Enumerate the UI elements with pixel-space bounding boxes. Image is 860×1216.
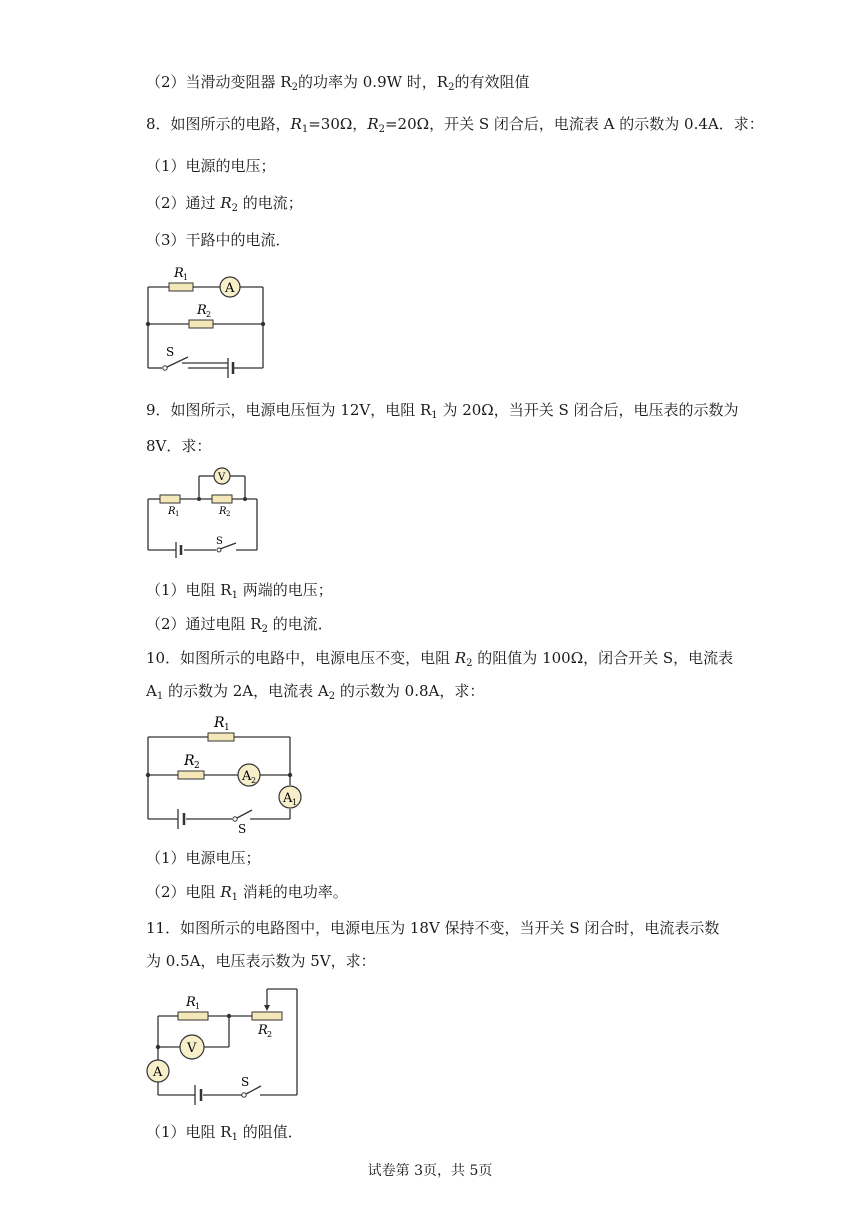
svg-text:S: S bbox=[241, 1075, 250, 1089]
svg-text:R: R bbox=[174, 266, 184, 281]
q9-stem-line2: 8V．求： bbox=[146, 437, 212, 455]
svg-text:1: 1 bbox=[292, 798, 298, 807]
svg-text:2: 2 bbox=[194, 761, 200, 771]
svg-text:1: 1 bbox=[224, 723, 230, 733]
q9-resistor-r1 bbox=[160, 495, 180, 503]
q9-resistor-r2 bbox=[212, 495, 232, 503]
svg-text:2: 2 bbox=[251, 776, 257, 785]
svg-text:R: R bbox=[197, 303, 207, 318]
q11-stem-line1: 11．如图所示的电路图中，电源电压为 18V 保持不变，当开关 S 闭合时，电流表示数 bbox=[146, 919, 720, 937]
svg-text:R: R bbox=[186, 995, 196, 1010]
q11-resistor-r1 bbox=[178, 1012, 208, 1020]
q10-part1: （1）电源电压； bbox=[146, 849, 261, 867]
svg-text:R: R bbox=[184, 753, 195, 769]
q8-part2: （2）通过 $R_2$ 的电流； bbox=[146, 194, 303, 214]
svg-text:1: 1 bbox=[183, 273, 189, 282]
q10-stem-line2: $A_1$ 的示数为 2A，电流表 $A_2$ 的示数为 0.8A，求： bbox=[146, 682, 485, 702]
svg-text:R: R bbox=[258, 1023, 268, 1038]
q10-switch bbox=[237, 810, 252, 818]
svg-text:R: R bbox=[168, 506, 176, 517]
svg-text:A: A bbox=[242, 769, 252, 784]
q7-part2: （2）当滑动变阻器 $R_2$的功率为 0.9W 时，$R_2$的有效阻值 bbox=[146, 73, 530, 93]
svg-text:A: A bbox=[153, 1065, 163, 1080]
page-footer: 试卷第 3页，共 5页 bbox=[367, 1163, 493, 1179]
q11-circuit-diagram bbox=[140, 980, 310, 1100]
svg-text:V: V bbox=[218, 472, 226, 483]
q8-part3: （3）干路中的电流． bbox=[146, 231, 291, 249]
svg-text:1: 1 bbox=[175, 510, 180, 518]
q9-circuit-diagram bbox=[140, 462, 270, 562]
q10-circuit-diagram bbox=[140, 708, 310, 838]
q9-stem-line1: 9．如图所示，电源电压恒为 12V，电阻 $R_1$ 为 20Ω，当开关 S 闭合后，电压表的示数为 bbox=[146, 401, 739, 421]
q10-battery bbox=[178, 809, 184, 829]
svg-text:S: S bbox=[238, 822, 247, 836]
svg-text:R: R bbox=[214, 715, 225, 731]
q10-resistor-r2 bbox=[178, 771, 204, 779]
q11-part1: （1）电阻 $R_1$ 的阻值． bbox=[146, 1123, 303, 1143]
q8-circuit-diagram bbox=[140, 262, 280, 382]
svg-text:R: R bbox=[219, 506, 227, 517]
svg-text:S: S bbox=[216, 536, 223, 547]
q8-resistor-r2 bbox=[189, 320, 213, 328]
svg-text:2: 2 bbox=[206, 310, 212, 319]
q10-stem-line1: 10．如图所示的电路中，电源电压不变，电阻 $R_2$ 的阻值为 100Ω，闭合开关 S，电流表 bbox=[146, 649, 734, 669]
q8-battery bbox=[188, 358, 233, 378]
svg-text:A: A bbox=[283, 791, 293, 806]
q10-resistor-r1 bbox=[208, 733, 234, 741]
q9-part1: （1）电阻 $R_1$ 两端的电压； bbox=[146, 581, 333, 601]
svg-text:2: 2 bbox=[267, 1030, 273, 1039]
q11-stem-line2: 为 0.5A，电压表示数为 5V，求： bbox=[146, 952, 376, 970]
q11-battery bbox=[195, 1085, 201, 1105]
svg-text:2: 2 bbox=[226, 510, 231, 518]
q10-part2: （2）电阻 $R_1$ 消耗的电功率。 bbox=[146, 883, 348, 903]
svg-text:V: V bbox=[187, 1041, 197, 1056]
q9-part2: （2）通过电阻 $R_2$ 的电流． bbox=[146, 615, 333, 635]
q8-stem: 8．如图所示的电路，$R_1=30\Omega$，$R_2=20\Omega$，开关 S 闭合后，电流表 A 的示数为 0.4A．求： bbox=[146, 115, 764, 135]
q8-resistor-r1 bbox=[169, 283, 193, 291]
q8-part1: （1）电源的电压； bbox=[146, 157, 276, 175]
svg-text:A: A bbox=[225, 281, 235, 296]
svg-text:1: 1 bbox=[195, 1002, 201, 1011]
q9-battery bbox=[176, 542, 181, 558]
svg-text:S: S bbox=[166, 345, 175, 359]
q11-rheostat-r2 bbox=[252, 1012, 282, 1020]
